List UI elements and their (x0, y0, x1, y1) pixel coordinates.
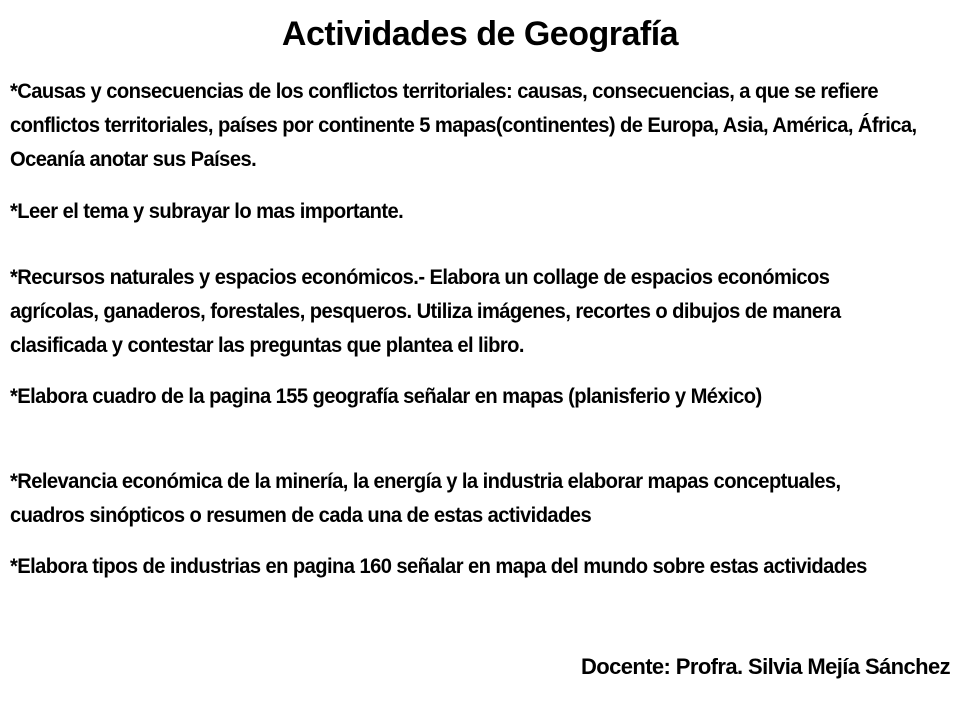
activity-cuadro-pagina-155: *Elabora cuadro de la pagina 155 geografía señalar en mapas (planisferio y México) (10, 385, 762, 408)
activity-relevancia-economica: *Relevancia económica de la minería, la energía y la industria elaborar mapas conceptuales, cuadros sinópticos o resumen de cada una de estas actividades (10, 470, 841, 527)
activity-conflictos-territoriales: *Causas y consecuencias de los conflictos territoriales: causas, consecuencias, a que se refiere conflictos territoriales, países por continente 5 mapas(continentes) de Europa, Asia, América, África, Oceanía anotar sus Países. (10, 80, 917, 171)
teacher-signature: Docente: Profra. Silvia Mejía Sánchez (580, 654, 950, 679)
activity-recursos-naturales: *Recursos naturales y espacios económicos.- Elabora un collage de espacios económicos agrícolas, ganaderos, forestales, pesqueros. Utiliza imágenes, recortes o dibujos de manera clasificada y contestar las preguntas que plantea el libro. (10, 266, 841, 357)
activity-leer-tema: *Leer el tema y subrayar lo mas importante. (10, 200, 404, 223)
document-title: Actividades de Geografía (281, 15, 679, 53)
activity-tipos-industrias: *Elabora tipos de industrias en pagina 160 señalar en mapa del mundo sobre estas actividades (10, 555, 867, 578)
